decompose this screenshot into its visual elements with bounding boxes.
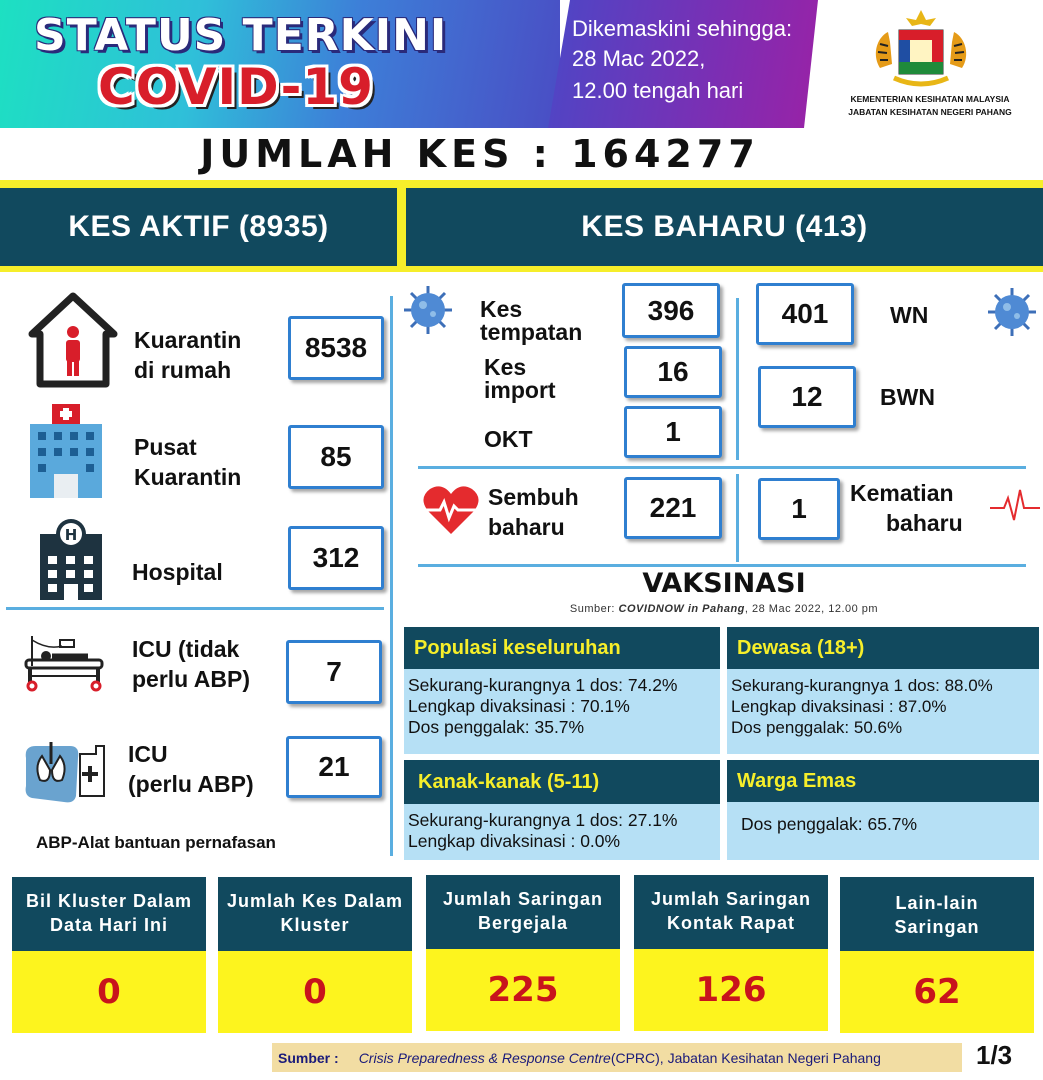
divider [418, 466, 1026, 469]
hospital-value: 312 [288, 526, 384, 590]
virus-icon [402, 284, 454, 336]
okt-value: 1 [624, 406, 722, 458]
icu-no-ventilator-value: 7 [286, 640, 382, 704]
adults-header: Dewasa (18+) [727, 627, 1039, 669]
population-header: Populasi keseluruhan [404, 627, 720, 669]
icu-ventilator-value: 21 [286, 736, 382, 798]
source-note: Sumber : Crisis Preparedness & Response Centre (CPRC), Jabatan Kesihatan Negeri Pahang [272, 1043, 962, 1072]
stat-header-other-screening: Lain-lain Saringan [840, 877, 1034, 951]
home-quarantine-value: 8538 [288, 316, 384, 380]
quarantine-center-value: 85 [288, 425, 384, 489]
updated-time: 12.00 tengah hari [572, 78, 744, 103]
recovered-value: 221 [624, 477, 722, 539]
recovered-label-2: baharu [488, 514, 565, 540]
department-name: JABATAN KESIHATAN NEGERI PAHANG [848, 107, 1012, 117]
ministry-name: KEMENTERIAN KESIHATAN MALAYSIA [850, 94, 1010, 104]
page-number: 1/3 [976, 1040, 1013, 1070]
children-header: Kanak-kanak (5-11) [404, 760, 720, 804]
deaths-label-2: baharu [886, 510, 963, 536]
divider [6, 607, 384, 610]
stat-header-close-contact: Jumlah Saringan Kontak Rapat [634, 875, 828, 949]
new-cases-divider [736, 298, 739, 460]
updated-date: 28 Mac 2022, [572, 46, 706, 71]
updated-label: Dikemaskini sehingga: [572, 16, 793, 41]
stat-header-cluster-cases: Jumlah Kes Dalam Kluster [218, 877, 412, 951]
elderly-header: Warga Emas [727, 760, 1039, 802]
icu-no-ventilator-label-1: ICU (tidak [132, 636, 240, 662]
stat-value-cluster-cases: 0 [218, 951, 412, 1033]
heart-pulse-icon [422, 484, 480, 536]
quarantine-building-icon [26, 402, 106, 500]
virus-icon [986, 286, 1038, 338]
children-panel: Sekurang-kurangnya 1 dos: 27.1% Lengkap divaksinasi : 0.0% [404, 804, 720, 860]
icu-bed-icon [18, 632, 108, 692]
stat-value-other-screening: 62 [840, 951, 1034, 1033]
coat-of-arms-icon [866, 8, 976, 92]
page-title: STATUS TERKINI [34, 10, 448, 61]
non-citizen-value: 12 [758, 366, 856, 428]
okt-label: OKT [484, 426, 533, 452]
quarantine-center-label-2: Kuarantin [134, 464, 242, 490]
column-divider [390, 296, 393, 856]
ventilator-icon [20, 736, 110, 806]
stat-value-clusters-today: 0 [12, 951, 206, 1033]
import-cases-label-1: Kes [484, 354, 527, 380]
recovered-label-1: Sembuh [488, 484, 579, 510]
icu-ventilator-label-1: ICU [128, 741, 168, 767]
abp-note: ABP-Alat bantuan pernafasan [36, 833, 276, 852]
elderly-panel: Dos penggalak: 65.7% [727, 802, 1039, 860]
active-cases-header: KES AKTIF (8935) [0, 188, 397, 266]
adults-panel: Sekurang-kurangnya 1 dos: 88.0% Lengkap divaksinasi : 87.0% Dos penggalak: 50.6% [727, 669, 1039, 754]
hospital-icon [36, 516, 106, 600]
svg-text:H: H [64, 526, 78, 544]
stat-value-close-contact: 126 [634, 949, 828, 1031]
heartbeat-line-icon [990, 488, 1040, 524]
icu-no-ventilator-label-2: perlu ABP) [132, 666, 250, 692]
covid-title: COVID-19 [98, 58, 374, 116]
home-quarantine-label-1: Kuarantin [134, 327, 242, 353]
local-cases-label-1: Kes [480, 296, 523, 322]
total-cases: JUMLAH KES : 164277 [200, 132, 760, 176]
icu-ventilator-label-2: (perlu ABP) [128, 771, 254, 797]
recovered-divider [736, 474, 739, 562]
deaths-value: 1 [758, 478, 840, 540]
stat-value-symptomatic: 225 [426, 949, 620, 1031]
deaths-label-1: Kematian [850, 480, 954, 506]
local-cases-value: 396 [622, 283, 720, 338]
citizen-label: WN [890, 302, 929, 328]
population-panel: Sekurang-kurangnya 1 dos: 74.2% Lengkap divaksinasi : 70.1% Dos penggalak: 35.7% [404, 669, 720, 754]
citizen-value: 401 [756, 283, 854, 345]
new-cases-header: KES BAHARU (413) [406, 188, 1043, 266]
import-cases-label-2: import [484, 377, 556, 403]
local-cases-label-2: tempatan [480, 319, 583, 345]
vaccination-title: VAKSINASI [642, 568, 806, 599]
stat-header-clusters-today: Bil Kluster Dalam Data Hari Ini [12, 877, 206, 951]
home-quarantine-label-2: di rumah [134, 357, 232, 383]
import-cases-value: 16 [624, 346, 722, 398]
house-icon [28, 292, 118, 388]
hospital-label: Hospital [132, 559, 223, 585]
stat-header-symptomatic: Jumlah Saringan Bergejala [426, 875, 620, 949]
non-citizen-label: BWN [880, 384, 935, 410]
vaccination-source: Sumber: COVIDNOW in Pahang, 28 Mac 2022, 12.00 pm [569, 603, 879, 615]
divider [418, 564, 1026, 567]
quarantine-center-label-1: Pusat [134, 434, 197, 460]
